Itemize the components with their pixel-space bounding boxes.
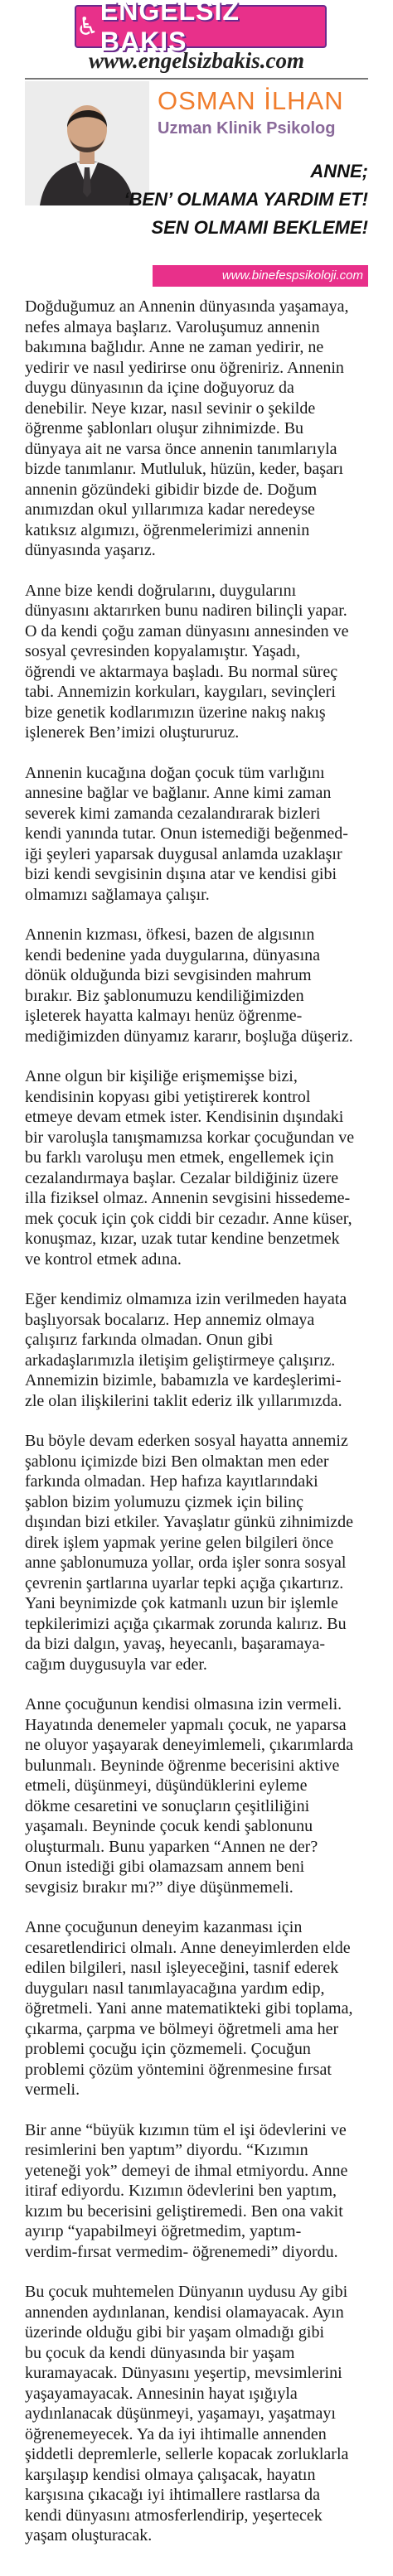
wheelchair-icon: ♿ xyxy=(76,12,99,41)
paragraph-line: annesine bağlar ve bağlanır. Anne kimi zaman xyxy=(25,784,332,802)
paragraph-line: şiddetli depremlerle, sellerle kopacak zorluklarla xyxy=(25,2445,349,2463)
headline-line: ANNE; xyxy=(310,161,368,181)
paragraph-line: zle olan ilişkilerini taklit ederiz ilk yıllarımızda. xyxy=(25,1391,342,1410)
paragraph-line: katıksız algımızı, öğrenmelerimizi annenin xyxy=(25,520,310,539)
headline-line: ‘BEN’ OLMAMA YARDIM ET! xyxy=(124,189,368,210)
paragraph-line: ve kontrol etmek adına. xyxy=(25,1249,182,1269)
paragraph-line: illa fiziksel olmaz. Annenin sevgisini hissedeme- xyxy=(25,1189,351,1207)
paragraph-line: sosyal çevresinden kopyalamıştır. Yaşadı, xyxy=(25,642,301,660)
paragraph-line: Hayatında denemeler yapmalı çocuk, ne yaparsa xyxy=(25,1715,347,1734)
paragraph-line: bir varoluşla tanışmamızsa korkar çocuğundan ve xyxy=(25,1128,355,1147)
paragraph-line: yaşamalı. Beyninde çocuk kendi şablonunu xyxy=(25,1817,313,1835)
paragraph-line: dönük olduğunda bizi sevgisinden mahrum xyxy=(25,966,312,984)
paragraph-line: problemi çözüm yöntemini öğrenmesine fırsat xyxy=(25,2060,332,2079)
paragraph-line: bırakır. Biz şablonumuzu kendiliğimizden xyxy=(25,986,304,1005)
paragraph-line: nefes almaya başlarız. Varoluşumuz annenin xyxy=(25,317,320,336)
paragraph-line: itiraf ediyordu. Kızımın ödevlerini ben yaptım, xyxy=(25,2182,337,2200)
paragraph-line: Anne çocuğunun kendisi olmasına izin vermeli. xyxy=(25,1695,342,1713)
paragraph-line: duygu dünyasının da içine doğuyoruz da xyxy=(25,379,294,397)
article-paragraph xyxy=(25,581,368,743)
paragraph-line: Annenin kızması, öfkesi, bazen de algısının xyxy=(25,926,315,944)
paragraph-line: kendi yanında tutar. Onun istemediği beğenmed- xyxy=(25,824,348,843)
paragraph-line: oluşturmalı. Bunu yaparken “Annen ne der? xyxy=(25,1837,318,1856)
paragraph-line: cesaretlendirici olmalı. Anne deneyimlerden elde xyxy=(25,1938,351,1957)
article-headline xyxy=(119,157,368,242)
paragraph-line: olmamızı sağlamaya çalışır. xyxy=(25,885,210,904)
paragraph-line: üzerinde olduğu gibi bir yaşam olmadığı gibi xyxy=(25,2323,325,2342)
paragraph-line: öğrendi ve aktarmaya başladı. Bu normal süreç xyxy=(25,662,338,681)
paragraph-line: problemi çocuğu için çözmemeli. Çocuğun xyxy=(25,2040,311,2058)
paragraph-line: başlıyorsak bocalarız. Hep annemiz olmaya xyxy=(25,1310,315,1329)
paragraph-line: O da kendi çoğu zaman dünyasını annesinden ve xyxy=(25,621,349,640)
paragraph-line: karşısına çıkacağı iyi ihtimallere rastlarsa da xyxy=(25,2486,320,2504)
paragraph-line: Onun istediği gibi olamazsam annem beni xyxy=(25,1858,305,1876)
paragraph-line: anımızdan okul yıllarımıza kadar neredeyse xyxy=(25,500,315,519)
blog-url-banner[interactable]: www.binefespsikoloji.com xyxy=(153,265,368,287)
paragraph-line: Bir anne “büyük kızımın tüm el işi ödevlerini ve xyxy=(25,2120,347,2139)
article-paragraph xyxy=(25,1917,368,2100)
article-paragraph xyxy=(25,1694,368,1897)
paragraph-line: yaşam oluşturacak. xyxy=(25,2526,153,2545)
paragraph-line: farkında olmadan. Hep hafıza kayıtlarındaki xyxy=(25,1472,318,1491)
paragraph-line: direk işlem yapmak yerine gelen bilgileri önce xyxy=(25,1533,334,1552)
paragraph-line: sevgisiz bırakır mı?” diye düşünmemeli. xyxy=(25,1878,294,1897)
paragraph-line: yedirir ve nasıl yedirirse onu öğreniriz. Annenin xyxy=(25,358,344,377)
paragraph-line: bu farklı varoluşu men etmek, engellemek için xyxy=(25,1148,334,1167)
paragraph-line: ne oluyor yaşayarak deneyimlemeli, çıkarımlarda xyxy=(25,1736,353,1754)
paragraph-line: duyguları nasıl tanımlayacağına yardım edip, xyxy=(25,1979,325,1998)
paragraph-line: vermeli. xyxy=(25,2081,80,2099)
paragraph-line: Anne bize kendi doğrularını, duygularını xyxy=(25,581,297,600)
paragraph-line: aydınlanacak düşünmeyi, yaşamayı, yaşatmayı xyxy=(25,2404,336,2423)
paragraph-line: şablonu içimizde bizi Ben olmaktan men eder xyxy=(25,1452,329,1471)
article-paragraph xyxy=(25,2282,368,2546)
paragraph-line: kendi bedenine yada duygularına, dünyasına xyxy=(25,945,320,964)
paragraph-line: tepkilerimizi açığa çıkarmak zorunda kalırız. Bu xyxy=(25,1614,347,1633)
paragraph-line: dünyasında yaşarız. xyxy=(25,541,156,559)
paragraph-line: bizde tanımlanır. Mutluluk, hüzün, keder, başarı xyxy=(25,460,344,478)
paragraph-line: öğrenme şablonları oluşur zihnimizde. Bu xyxy=(25,419,304,437)
article-paragraph xyxy=(25,1431,368,1675)
paragraph-line: dökme cesaretini ve sonuçların çeşitliliğini xyxy=(25,1796,310,1815)
paragraph-line: anne şablonumuza yollar, orda işler sonra sosyal xyxy=(25,1554,347,1572)
paragraph-line: dünyaya ait ne varsa önce annenin tanımlarıyla xyxy=(25,439,337,458)
article-paragraph xyxy=(25,297,368,561)
paragraph-line: kendi dünyasını atmosferlendirip, yeşertecek xyxy=(25,2506,323,2525)
paragraph-line: annenin gözündeki gibidir bizde de. Doğum xyxy=(25,480,318,499)
paragraph-line: öğretmeli. Yani anne matematikteki gibi toplama, xyxy=(25,1999,353,2018)
paragraph-line: öğrenemeyecek. Ya da iyi ihtimalle annenden xyxy=(25,2424,327,2443)
paragraph-line: arkadaşlarımızla iletişim geliştirmeye çalışırız. xyxy=(25,1351,336,1370)
brand-name: ENGELSIZ BAKIS xyxy=(99,0,240,56)
paragraph-line: etmeli, düşünmeyi, düşündüklerini eyleme xyxy=(25,1776,308,1795)
paragraph-line: verdim-fırsat vermedim- öğrenemedi” diyordu. xyxy=(25,2242,338,2261)
author-name: OSMAN İLHAN xyxy=(158,86,344,115)
paragraph-line: kızım bu becerisini geliştiremedi. Ben ona vakit xyxy=(25,2201,343,2221)
article-paragraph xyxy=(25,925,368,1046)
paragraph-line: cağım duygusuyla var eder. xyxy=(25,1655,207,1674)
paragraph-line: Bu böyle devam ederken sosyal hayatta annemiz xyxy=(25,1432,348,1450)
paragraph-line: işlenerek Ben’imizi oluştururuz. xyxy=(25,723,240,742)
headline-line: SEN OLMAMI BEKLEME! xyxy=(151,217,368,238)
paragraph-line: dışından bizi etkiler. Yavaşlatır günkü zihnimizde xyxy=(25,1513,354,1531)
paragraph-line: karşılaşıp kendisi olmaya çalışacak, hayatın xyxy=(25,2465,316,2484)
paragraph-line: bizi kendi sevgisinin dışına atar ve kendisi gibi xyxy=(25,865,337,883)
paragraph-line: çıkarma, çarpma ve bölmeyi öğretmeli ama her xyxy=(25,2019,339,2038)
paragraph-line: yeteneği yok” demeyi de ihmal etmiyordu. Anne xyxy=(25,2161,348,2180)
paragraph-line: resimlerini ben yaptım” diyordu. “Kızımın xyxy=(25,2141,308,2159)
article-paragraph xyxy=(25,763,368,906)
paragraph-line: ayırıp “yapabilmeyi öğretmedim, yaptım- xyxy=(25,2222,302,2240)
article-paragraph xyxy=(25,1289,368,1411)
paragraph-line: severek kimi zamanda cezalandırarak bizleri xyxy=(25,804,321,823)
paragraph-line: Bu çocuk muhtemelen Dünyanın uydusu Ay gibi xyxy=(25,2283,348,2301)
paragraph-line: Anne çocuğunun deneyim kazanması için xyxy=(25,1918,303,1936)
article-body xyxy=(25,297,368,2566)
website-url[interactable]: www.engelsizbakis.com xyxy=(88,48,305,73)
paragraph-line: Annenin kucağına doğan çocuk tüm varlığını xyxy=(25,763,325,782)
paragraph-line: bu çocuk da kendi dünyasında bir yaşam xyxy=(25,2343,295,2362)
paragraph-line: dünyasını aktarırken bunu nadiren bilinçli yapar. xyxy=(25,602,347,620)
paragraph-line: cezalandırmaya başlar. Cezalar bildiğiniz üzere xyxy=(25,1168,339,1187)
paragraph-line: işleterek hayatta kalmayı henüz öğrenme- xyxy=(25,1007,303,1025)
paragraph-line: bize genetik kodlarımızın üzerine nakış nakış xyxy=(25,703,326,722)
paragraph-line: Annemizin bizimle, babamızla ve kardeşlerimi- xyxy=(25,1371,342,1389)
paragraph-line: iği şeyleri yaparsak duygusal anlamda uzaklaşır xyxy=(25,844,342,863)
paragraph-line: bulunmalı. Beyninde öğrenme becerisini aktive xyxy=(25,1756,340,1775)
article-paragraph xyxy=(25,1066,368,1269)
paragraph-line: etmeye devam etmek ister. Kendisinin dışındaki xyxy=(25,1108,344,1126)
paragraph-line: Yani beynimizde çok katmanlı uzun bir işlemle xyxy=(25,1594,338,1612)
paragraph-line: Eğer kendimiz olmamıza izin verilmeden hayata xyxy=(25,1290,347,1308)
paragraph-line: da bizi dalgın, yavaş, heyecanlı, başaramaya- xyxy=(25,1635,326,1653)
paragraph-line: bakımına bağlıdır. Anne ne zaman yedirir, ne xyxy=(25,338,324,356)
header-divider xyxy=(25,78,368,80)
paragraph-line: Anne olgun bir kişiliğe erişmemişse bizi, xyxy=(25,1067,298,1085)
article-paragraph xyxy=(25,2120,368,2263)
paragraph-line: kuramayacak. Dünyasını yeşertip, mevsimlerini xyxy=(25,2364,342,2382)
paragraph-line: mediğimizden dünyamız kararır, boşluğa düşeriz. xyxy=(25,1027,353,1046)
paragraph-line: denebilir. Neye kızar, nasıl sevinir o şekilde xyxy=(25,399,316,418)
author-role: Uzman Klinik Psikolog xyxy=(158,119,336,138)
paragraph-line: konuşmaz, kızar, uzak tutar kendine benzetmek xyxy=(25,1230,340,1248)
paragraph-line: kendisinin kopyası gibi yetiştirerek kontrol xyxy=(25,1087,311,1106)
paragraph-line: annenden aydınlanan, kendisi olamayacak. Ayın xyxy=(25,2303,344,2322)
paragraph-line: çevrenin şartlarına uyarlar tepki açığa çıkartırız. xyxy=(25,1573,344,1592)
author-box xyxy=(25,81,368,288)
brand-logo[interactable] xyxy=(75,0,327,56)
paragraph-line: edilen bilgileri, nasıl işleyeceğini, tasnif ederek xyxy=(25,1959,339,1977)
paragraph-line: Doğduğumuz an Annenin dünyasında yaşamaya, xyxy=(25,297,349,316)
paragraph-line: mek çocuk için çok ciddi bir cezadır. Anne küser, xyxy=(25,1209,352,1228)
paragraph-line: çalışırız farkında olmadan. Onun gibi xyxy=(25,1331,274,1349)
paragraph-line: yaşayamayacak. Annesinin hayat ışığıyla xyxy=(25,2384,298,2403)
paragraph-line: şablon bizim yolumuzu çizmek için bilinç xyxy=(25,1492,304,1511)
paragraph-line: tabi. Annemizin korkuları, kaygıları, sevinçleri xyxy=(25,683,336,701)
